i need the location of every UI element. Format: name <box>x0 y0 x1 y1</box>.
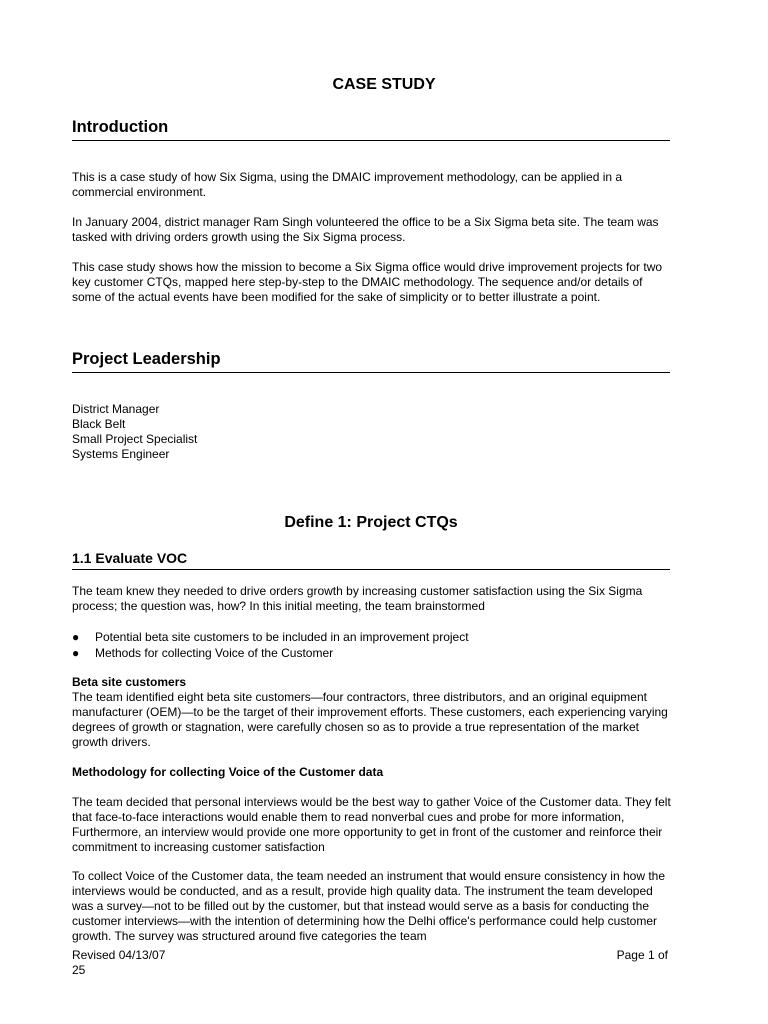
list-item: ● Potential beta site customers to be included in an improvement project <box>72 630 469 644</box>
list-item: ● Methods for collecting Voice of the Customer <box>72 646 334 660</box>
brainstorm-list <box>72 629 672 661</box>
role-systems-engineer: Systems Engineer <box>72 447 170 461</box>
evaluate-voc-heading: 1.1 Evaluate VOC <box>72 550 670 570</box>
role-small-project-specialist: Small Project Specialist <box>72 432 198 446</box>
footer-revised-date: Revised 04/13/07 <box>72 948 166 962</box>
beta-site-paragraph: The team identified eight beta site customers—four contractors, three distributors, and an original equipment manufacturer (OEM)—to be the target of their improvement efforts. These customers, each experiencing varying degrees of growth or stagnation, were carefully chosen so as to provide a true representation of the market growth drivers. <box>72 690 668 749</box>
methodology-paragraph-1: The team decided that personal interviews would be the best way to gather Voice of the Customer data. They felt that face-to-face interactions would enable them to read nonverbal cues and probe for more information, Furthermore, an interview would provide one more opportunity to get in front of the customer and reinforce their commitment to increasing customer satisfaction <box>72 795 671 854</box>
role-black-belt: Black Belt <box>72 417 126 431</box>
document-title: CASE STUDY <box>332 76 436 93</box>
methodology-heading: Methodology for collecting Voice of the Customer data <box>72 765 384 779</box>
bullet-icon: ● <box>72 630 80 644</box>
define-heading: Define 1: Project CTQs <box>284 514 458 531</box>
footer-page-label: Page 1 of <box>616 948 668 962</box>
intro-paragraph-2: In January 2004, district manager Ram Singh volunteered the office to be a Six Sigma beta site. The team was tasked with driving orders growth using the Six Sigma process. <box>72 215 659 244</box>
leadership-roles <box>72 402 672 462</box>
methodology-paragraph-2: To collect Voice of the Customer data, the team needed an instrument that would ensure consistency in how the interviews would be conducted, and as a result, provide high quality data. The instrument the team developed was a survey—not to be filled out by the customer, but that instead would serve as a basis for conducting the customer interviews—with the intention of determining how the Delhi office's performance could help customer growth. The survey was structured around five categories the team <box>72 869 666 943</box>
project-leadership-heading: Project Leadership <box>72 350 670 373</box>
intro-paragraph-1: This is a case study of how Six Sigma, using the DMAIC improvement methodology, can be applied in a commercial environment. <box>72 170 623 199</box>
define-intro-paragraph: The team knew they needed to drive orders growth by increasing customer satisfaction using the Six Sigma process; the question was, how? In this initial meeting, the team brainstormed <box>72 584 643 613</box>
role-district-manager: District Manager <box>72 402 160 416</box>
introduction-heading: Introduction <box>72 118 670 141</box>
intro-paragraph-3: This case study shows how the mission to become a Six Sigma office would drive improvement projects for two key customer CTQs, mapped here step-by-step to the DMAIC methodology. The sequence and/or details of some of the actual events have been modified for the sake of simplicity or to better illustrate a point. <box>72 260 663 304</box>
bullet-icon: ● <box>72 646 80 660</box>
beta-site-heading: Beta site customers <box>72 675 187 689</box>
footer-page-total: 25 <box>72 963 86 977</box>
